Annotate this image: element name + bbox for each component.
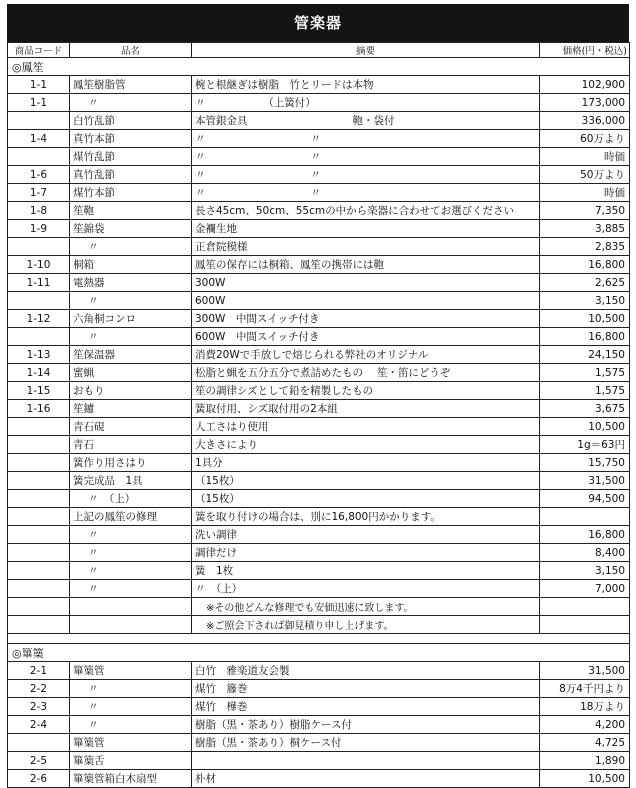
price-cell: 8万4千円より (540, 680, 630, 698)
price-cell: 3,675 (540, 400, 630, 418)
price-cell: 2,625 (540, 274, 630, 292)
product-name-cell: 真竹乱節 (70, 166, 192, 184)
description-cell: 人工さはり使用 (192, 418, 540, 436)
price-cell: 31,500 (540, 472, 630, 490)
product-name-cell (70, 616, 192, 634)
product-code-cell: 2-5 (8, 752, 70, 770)
product-name-cell: 六角桐コンロ (70, 310, 192, 328)
description-cell: 〃 〃 (192, 130, 540, 148)
description-cell: 600W (192, 292, 540, 310)
price-cell: 10,500 (540, 418, 630, 436)
section-label: ◎鳳笙 (8, 58, 630, 76)
price-cell: 2,835 (540, 238, 630, 256)
table-row (8, 130, 630, 148)
price-cell: 94,500 (540, 490, 630, 508)
product-code-cell (8, 562, 70, 580)
product-code-cell (8, 472, 70, 490)
product-name-cell: 白竹乱節 (70, 112, 192, 130)
product-name-cell: 〃 (70, 544, 192, 562)
description-cell: 消費20Wで手放しで焙じられる弊社のオリジナル (192, 346, 540, 364)
price-cell: 16,800 (540, 256, 630, 274)
table-row (8, 752, 630, 770)
description-cell: 〃 〃 (192, 184, 540, 202)
product-code-cell: 1-11 (8, 274, 70, 292)
product-name-cell: 篳篥管箱白木扇型 (70, 770, 192, 788)
table-row (8, 202, 630, 220)
product-name-cell: 〃 (70, 238, 192, 256)
price-cell: 3,150 (540, 562, 630, 580)
product-name-cell: 青石硯 (70, 418, 192, 436)
product-name-cell: 篳篥管 (70, 662, 192, 680)
table-row (8, 716, 630, 734)
description-cell: 正倉院模様 (192, 238, 540, 256)
product-name-cell: 簧作り用さはり (70, 454, 192, 472)
table-row (8, 770, 630, 788)
product-code-cell (8, 328, 70, 346)
description-cell: 〃 （上） (192, 580, 540, 598)
table-row (8, 544, 630, 562)
price-cell: 18万より (540, 698, 630, 716)
table-row (8, 418, 630, 436)
description-cell: 長さ45cm、50cm、55cmの中から楽器に合わせてお選びください (192, 202, 540, 220)
table-row (8, 472, 630, 490)
table-body (8, 58, 630, 788)
table-row (8, 148, 630, 166)
table-row (8, 184, 630, 202)
price-cell: 60万より (540, 130, 630, 148)
price-cell: 8,400 (540, 544, 630, 562)
table-row (8, 400, 630, 418)
product-name-cell: 〃 (70, 680, 192, 698)
price-cell (540, 508, 630, 526)
table-row (8, 508, 630, 526)
product-code-cell (8, 292, 70, 310)
table-row (8, 292, 630, 310)
description-cell: 300W 中間スイッチ付き (192, 310, 540, 328)
table-row (8, 698, 630, 716)
price-cell: 102,900 (540, 76, 630, 94)
price-cell: 10,500 (540, 770, 630, 788)
product-name-cell: 篳篥管 (70, 734, 192, 752)
description-cell: 〃 （上簧付） (192, 94, 540, 112)
description-cell: 簧 1枚 (192, 562, 540, 580)
table-row (8, 328, 630, 346)
price-table (7, 42, 630, 788)
product-name-cell: 〃 (70, 292, 192, 310)
description-cell: 笙の調律シズとして鉛を精製したもの (192, 382, 540, 400)
description-cell: （15枚） (192, 490, 540, 508)
product-name-cell: 煤竹乱節 (70, 148, 192, 166)
product-code-cell: 1-6 (8, 166, 70, 184)
product-name-cell: 笙保温器 (70, 346, 192, 364)
description-cell: 鳳笙の保存には桐箱、鳳笙の携帯には鞄 (192, 256, 540, 274)
price-cell: 31,500 (540, 662, 630, 680)
product-name-cell: 蜜蝋 (70, 364, 192, 382)
product-name-cell: 〃 (70, 562, 192, 580)
product-code-cell: 2-2 (8, 680, 70, 698)
product-name-cell: 簧完成品 1具 (70, 472, 192, 490)
product-code-cell (8, 616, 70, 634)
price-cell: 336,000 (540, 112, 630, 130)
product-name-cell: 〃 （上） (70, 490, 192, 508)
description-cell: 600W 中間スイッチ付き (192, 328, 540, 346)
product-code-cell (8, 112, 70, 130)
section-header-row (8, 58, 630, 76)
section-label: ◎篳篥 (8, 644, 630, 662)
product-code-cell: 1-9 (8, 220, 70, 238)
section-header-row (8, 644, 630, 662)
price-cell: 3,150 (540, 292, 630, 310)
header-code: 商品コード (8, 43, 70, 58)
product-name-cell: 〃 (70, 580, 192, 598)
description-cell: 調律だけ (192, 544, 540, 562)
price-cell: 16,800 (540, 328, 630, 346)
product-name-cell: 笙錦袋 (70, 220, 192, 238)
price-cell: 24,150 (540, 346, 630, 364)
price-cell: 3,885 (540, 220, 630, 238)
description-cell: 金襴生地 (192, 220, 540, 238)
price-list-sheet (7, 4, 629, 788)
table-row (8, 220, 630, 238)
product-code-cell (8, 526, 70, 544)
product-code-cell: 1-4 (8, 130, 70, 148)
table-row (8, 274, 630, 292)
product-name-cell: 桐箱 (70, 256, 192, 274)
description-cell: 朴材 (192, 770, 540, 788)
table-row (8, 76, 630, 94)
table-row (8, 112, 630, 130)
product-code-cell: 1-8 (8, 202, 70, 220)
description-cell: 樹脂（黒・茶あり）桐ケース付 (192, 734, 540, 752)
product-code-cell: 1-1 (8, 94, 70, 112)
product-code-cell (8, 418, 70, 436)
product-name-cell: 電熱器 (70, 274, 192, 292)
product-name-cell: 〃 (70, 94, 192, 112)
table-row (8, 454, 630, 472)
product-code-cell: 1-13 (8, 346, 70, 364)
product-code-cell: 1-1 (8, 76, 70, 94)
description-cell: 樹脂（黒・茶あり）樹脂ケース付 (192, 716, 540, 734)
price-cell: 1,575 (540, 382, 630, 400)
product-code-cell: 1-10 (8, 256, 70, 274)
product-code-cell (8, 148, 70, 166)
description-cell: 松脂と蝋を五分五分で煮詰めたもの 笙・笛にどうぞ (192, 364, 540, 382)
product-code-cell: 2-1 (8, 662, 70, 680)
price-cell: 4,725 (540, 734, 630, 752)
table-row (8, 562, 630, 580)
description-cell: 大きさにより (192, 436, 540, 454)
price-cell: 7,350 (540, 202, 630, 220)
product-code-cell (8, 436, 70, 454)
description-cell: 煤竹 樺巻 (192, 698, 540, 716)
product-name-cell: 笙鑢 (70, 400, 192, 418)
product-name-cell: 篳篥舌 (70, 752, 192, 770)
price-cell: 7,000 (540, 580, 630, 598)
price-cell: 10,500 (540, 310, 630, 328)
table-row (8, 662, 630, 680)
section-gap (8, 634, 630, 644)
product-name-cell: 上記の鳳笙の修理 (70, 508, 192, 526)
table-row (8, 94, 630, 112)
price-cell (540, 598, 630, 616)
description-cell: 1具分 (192, 454, 540, 472)
header-price: 価格(円・税込) (540, 43, 630, 58)
description-cell: 白竹 雅楽道友会製 (192, 662, 540, 680)
product-code-cell (8, 490, 70, 508)
description-cell: 椀と根継ぎは樹脂 竹とリードは本物 (192, 76, 540, 94)
product-code-cell: 2-6 (8, 770, 70, 788)
table-row (8, 238, 630, 256)
product-code-cell (8, 454, 70, 472)
product-code-cell: 1-16 (8, 400, 70, 418)
gap-cell (8, 634, 630, 644)
description-cell (192, 752, 540, 770)
product-code-cell (8, 238, 70, 256)
price-cell: 1g＝63円 (540, 436, 630, 454)
price-cell (540, 616, 630, 634)
product-name-cell: 〃 (70, 698, 192, 716)
description-cell: （15枚） (192, 472, 540, 490)
description-cell: 〃 〃 (192, 148, 540, 166)
product-name-cell: おもり (70, 382, 192, 400)
price-cell: 50万より (540, 166, 630, 184)
product-name-cell: 笙鞄 (70, 202, 192, 220)
description-cell: ※その他どんな修理でも安価迅速に致します。 (192, 598, 540, 616)
table-row (8, 166, 630, 184)
table-row (8, 680, 630, 698)
product-name-cell: 鳳笙樹脂管 (70, 76, 192, 94)
product-code-cell (8, 734, 70, 752)
product-name-cell: 〃 (70, 526, 192, 544)
header-desc: 摘要 (192, 43, 540, 58)
price-cell: 時価 (540, 184, 630, 202)
table-row (8, 580, 630, 598)
table-row (8, 256, 630, 274)
description-cell: 洗い調律 (192, 526, 540, 544)
header-name: 品名 (70, 43, 192, 58)
table-row (8, 616, 630, 634)
price-cell: 時価 (540, 148, 630, 166)
product-code-cell (8, 580, 70, 598)
product-code-cell: 2-3 (8, 698, 70, 716)
table-row (8, 598, 630, 616)
table-row (8, 382, 630, 400)
table-row (8, 734, 630, 752)
table-row (8, 346, 630, 364)
table-row (8, 364, 630, 382)
product-code-cell: 1-12 (8, 310, 70, 328)
price-cell: 1,890 (540, 752, 630, 770)
product-name-cell: 煤竹本節 (70, 184, 192, 202)
price-cell: 16,800 (540, 526, 630, 544)
description-cell: 〃 〃 (192, 166, 540, 184)
product-code-cell (8, 544, 70, 562)
product-code-cell: 1-14 (8, 364, 70, 382)
description-cell: 煤竹 籐巻 (192, 680, 540, 698)
product-name-cell: 〃 (70, 328, 192, 346)
page-title: 管楽器 (7, 4, 629, 42)
table-row (8, 526, 630, 544)
product-code-cell: 1-15 (8, 382, 70, 400)
table-row (8, 490, 630, 508)
product-name-cell: 青石 (70, 436, 192, 454)
product-name-cell: 〃 (70, 716, 192, 734)
price-cell: 15,750 (540, 454, 630, 472)
description-cell: ※ご照会下されば御見積り申し上げます。 (192, 616, 540, 634)
table-row (8, 310, 630, 328)
table-header-row (8, 43, 630, 58)
product-code-cell (8, 598, 70, 616)
product-code-cell (8, 508, 70, 526)
product-name-cell: 真竹本節 (70, 130, 192, 148)
description-cell: 300W (192, 274, 540, 292)
table-row (8, 436, 630, 454)
price-cell: 4,200 (540, 716, 630, 734)
description-cell: 簧を取り付けの場合は、別に16,800円かかります。 (192, 508, 540, 526)
description-cell: 本管銀金具 鞄・袋付 (192, 112, 540, 130)
price-cell: 173,000 (540, 94, 630, 112)
product-code-cell: 2-4 (8, 716, 70, 734)
product-name-cell (70, 598, 192, 616)
product-code-cell: 1-7 (8, 184, 70, 202)
price-cell: 1,575 (540, 364, 630, 382)
description-cell: 簧取付用、シズ取付用の2本組 (192, 400, 540, 418)
